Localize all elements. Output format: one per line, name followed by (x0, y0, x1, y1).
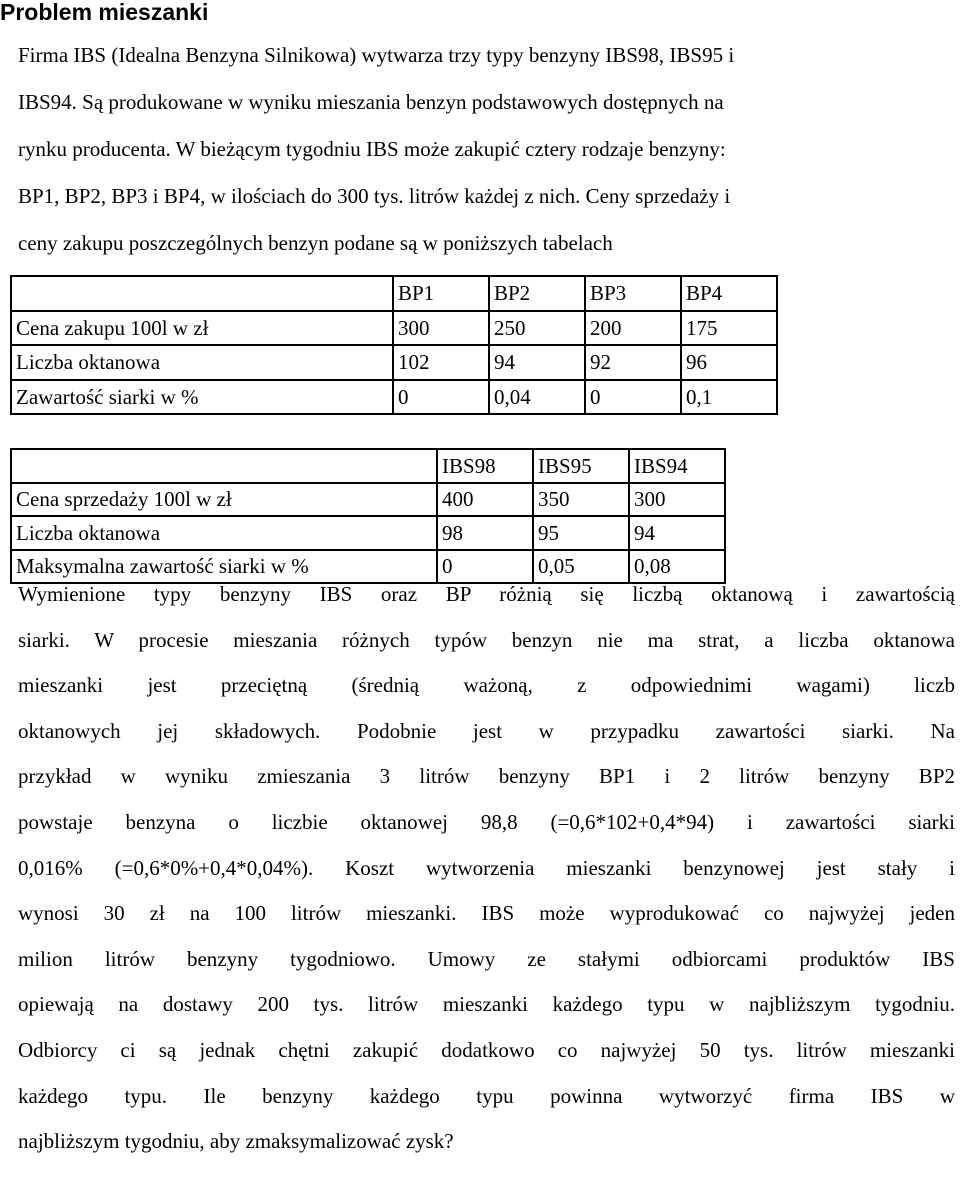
body-paragraph (18, 581, 955, 1174)
table-cell: 92 (585, 345, 681, 380)
row-label: Liczba oktanowa (11, 516, 437, 550)
table-row (11, 345, 777, 380)
table-header-row (11, 276, 777, 311)
table-cell (11, 276, 393, 311)
table-cell: 0,04 (489, 380, 585, 415)
table-cell: 0,1 (681, 380, 777, 415)
paragraph-line: każdego typu. Ile benzyny każdego typu powinna wytworzyć firma IBS w (18, 1083, 955, 1108)
paragraph-line: opiewają na dostawy 200 tys. litrów mieszanki każdego typu w najbliższym tygodniu. (18, 992, 955, 1017)
table-header-cell: BP3 (585, 276, 681, 311)
table-cell: 300 (629, 483, 725, 517)
table-cell: 400 (437, 483, 533, 517)
table-row (11, 380, 777, 415)
paragraph-line: najbliższym tygodniu, aby zmaksymalizować zysk? (18, 1129, 454, 1154)
table-cell: 250 (489, 311, 585, 346)
base-gasoline-table (10, 275, 778, 415)
paragraph-line: milion litrów benzyny tygodniowo. Umowy ze stałymi odbiorcami produktów IBS (18, 946, 955, 971)
paragraph-line: siarki. W procesie mieszania różnych typów benzyn nie ma strat, a liczba oktanowa (18, 627, 955, 652)
paragraph-line: BP1, BP2, BP3 i BP4, w ilościach do 300 tys. litrów każdej z nich. Ceny sprzedaży i (18, 184, 731, 208)
table-cell: 102 (393, 345, 489, 380)
table-row (11, 311, 777, 346)
paragraph-line: przykład w wyniku zmieszania 3 litrów benzyny BP1 i 2 litrów benzyny BP2 (18, 764, 955, 789)
row-label: Zawartość siarki w % (11, 380, 393, 415)
paragraph-line: 0,016% (=0,6*0%+0,4*0,04%). Koszt wytworzenia mieszanki benzynowej jest stały i (18, 855, 955, 880)
table-cell: 98 (437, 516, 533, 550)
table-row (11, 516, 725, 550)
table-cell: 0 (437, 550, 533, 584)
table-row (11, 550, 725, 584)
paragraph-line: oktanowych jej składowych. Podobnie jest w przypadku zawartości siarki. Na (18, 718, 955, 743)
paragraph-line: ceny zakupu poszczególnych benzyn podane są w poniższych tabelach (18, 231, 613, 255)
paragraph-line: IBS94. Są produkowane w wyniku mieszania benzyn podstawowych dostępnych na (18, 90, 724, 114)
table-header-cell: IBS95 (533, 449, 629, 483)
paragraph-line: Firma IBS (Idealna Benzyna Silnikowa) wytwarza trzy typy benzyny IBS98, IBS95 i (18, 43, 735, 67)
intro-paragraph (18, 42, 955, 277)
table-cell: 94 (629, 516, 725, 550)
row-label: Liczba oktanowa (11, 345, 393, 380)
paragraph-line: wynosi 30 zł na 100 litrów mieszanki. IBS może wyprodukować co najwyżej jeden (18, 901, 955, 926)
page-title: Problem mieszanki (0, 0, 209, 25)
table-cell: 0,05 (533, 550, 629, 584)
table-header-row (11, 449, 725, 483)
paragraph-line: mieszanki jest przeciętną (średnią ważoną, z odpowiednimi wagami) liczb (18, 673, 955, 698)
table-header-cell: IBS98 (437, 449, 533, 483)
row-label: Cena sprzedaży 100l w zł (11, 483, 437, 517)
row-label: Cena zakupu 100l w zł (11, 311, 393, 346)
table-header-cell: BP1 (393, 276, 489, 311)
table-header-cell: BP4 (681, 276, 777, 311)
table-header-cell: IBS94 (629, 449, 725, 483)
paragraph-line: Wymienione typy benzyny IBS oraz BP różnią się liczbą oktanową i zawartością (18, 582, 955, 606)
table-cell: 96 (681, 345, 777, 380)
paragraph-line: powstaje benzyna o liczbie oktanowej 98,8 (=0,6*102+0,4*94) i zawartości siarki (18, 809, 955, 834)
paragraph-line: rynku producenta. W bieżącym tygodniu IBS może zakupić cztery rodzaje benzyny: (18, 137, 726, 161)
ibs-product-table (10, 448, 726, 584)
table-cell: 0 (393, 380, 489, 415)
row-label: Maksymalna zawartość siarki w % (11, 550, 437, 584)
table-cell: 95 (533, 516, 629, 550)
paragraph-line: Odbiorcy ci są jednak chętni zakupić dodatkowo co najwyżej 50 tys. litrów mieszanki (18, 1037, 955, 1062)
table-cell: 0,08 (629, 550, 725, 584)
table-cell: 350 (533, 483, 629, 517)
table-header-cell: BP2 (489, 276, 585, 311)
table-cell: 94 (489, 345, 585, 380)
table-cell: 200 (585, 311, 681, 346)
table-row (11, 483, 725, 517)
table-cell: 300 (393, 311, 489, 346)
table-cell (11, 449, 437, 483)
table-cell: 175 (681, 311, 777, 346)
table-cell: 0 (585, 380, 681, 415)
